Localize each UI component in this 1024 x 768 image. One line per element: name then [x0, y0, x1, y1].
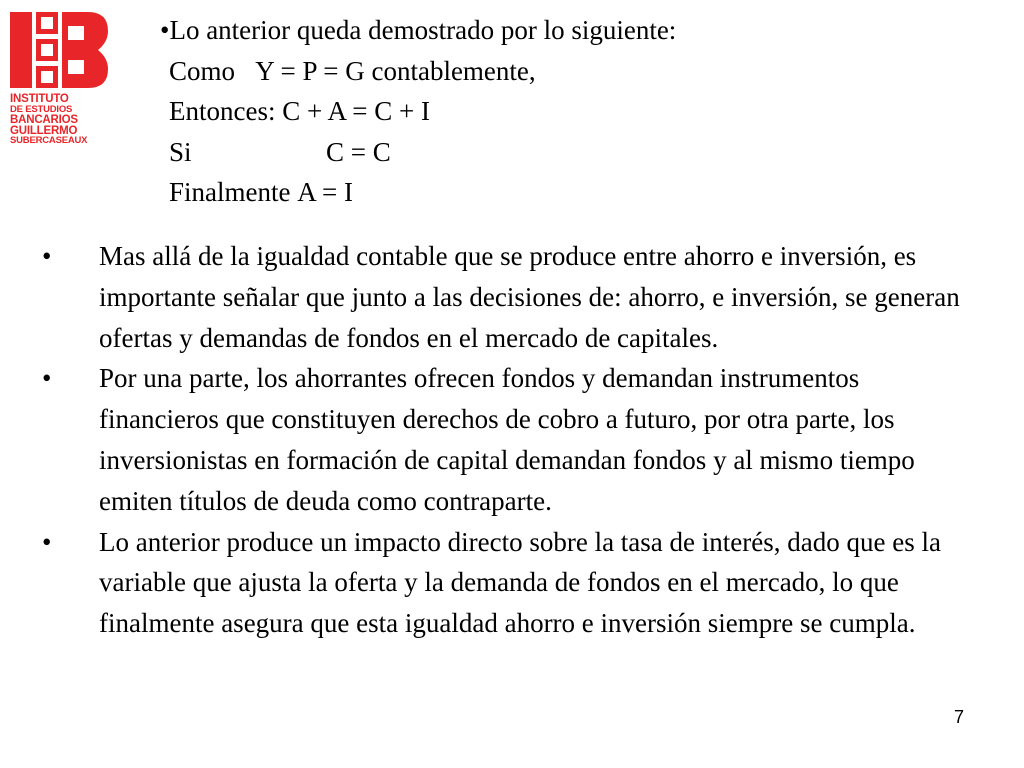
proof-heading: •Lo anterior queda demostrado por lo siguiente:: [160, 15, 677, 45]
proof-expression: Y = P = G contablemente,: [255, 55, 536, 86]
logo-line: BANCARIOS: [10, 114, 78, 126]
bullet-marker: •: [42, 526, 52, 557]
proof-label: Finalmente: [169, 177, 291, 207]
logo-line: DE ESTUDIOS: [10, 103, 73, 115]
logo-line: INSTITUTO: [10, 93, 69, 105]
bullet-marker: •: [42, 241, 52, 271]
proof-expression: C + A = C + I: [282, 96, 430, 126]
proof-label: Entonces:: [169, 96, 276, 126]
page-number: 7: [953, 707, 964, 727]
logo-line: SUBERCASEAUX: [10, 135, 88, 146]
proof-label: Si: [169, 136, 192, 167]
institute-logo: [10, 12, 108, 147]
proof-label: Como: [169, 55, 236, 86]
logo-line: GUILLERMO: [10, 124, 78, 137]
logo-text: [10, 94, 108, 147]
bullet-marker: •: [42, 363, 52, 394]
ieb-logo-mark-icon: [10, 12, 108, 88]
proof-block: [160, 10, 676, 213]
list-item: [42, 236, 982, 358]
proof-line-entonces: [160, 91, 676, 132]
bullet-text: Lo anterior produce un impacto directo sobre la tasa de interés, dado que es la variable que ajusta la oferta y la demanda de fondos en el mercado, lo que finalmente asegura que esta igualdad ahorro e inversión siempre se cumpla.: [99, 526, 941, 639]
proof-line-finalmente: [160, 172, 676, 213]
proof-expression: C = C: [326, 136, 391, 167]
proof-line-si: [160, 132, 676, 173]
bullet-list: [42, 236, 982, 644]
list-item: [42, 358, 982, 521]
bullet-text: Por una parte, los ahorrantes ofrecen fondos y demandan instrumentos financieros que constituyen derechos de cobro a futuro, por otra parte, los inversionistas en formación de capital demandan fondos y al mismo tiempo emiten títulos de deuda como contraparte.: [99, 363, 915, 516]
proof-expression: A = I: [297, 177, 353, 207]
proof-line-como: [160, 51, 676, 92]
list-item: [42, 522, 982, 644]
bullet-text: Mas allá de la igualdad contable que se produce entre ahorro e inversión, es importante señalar que junto a las decisiones de: ahorro, e inversión, se generan ofertas y demandas de fondos en el mercado de capitales.: [99, 241, 960, 353]
